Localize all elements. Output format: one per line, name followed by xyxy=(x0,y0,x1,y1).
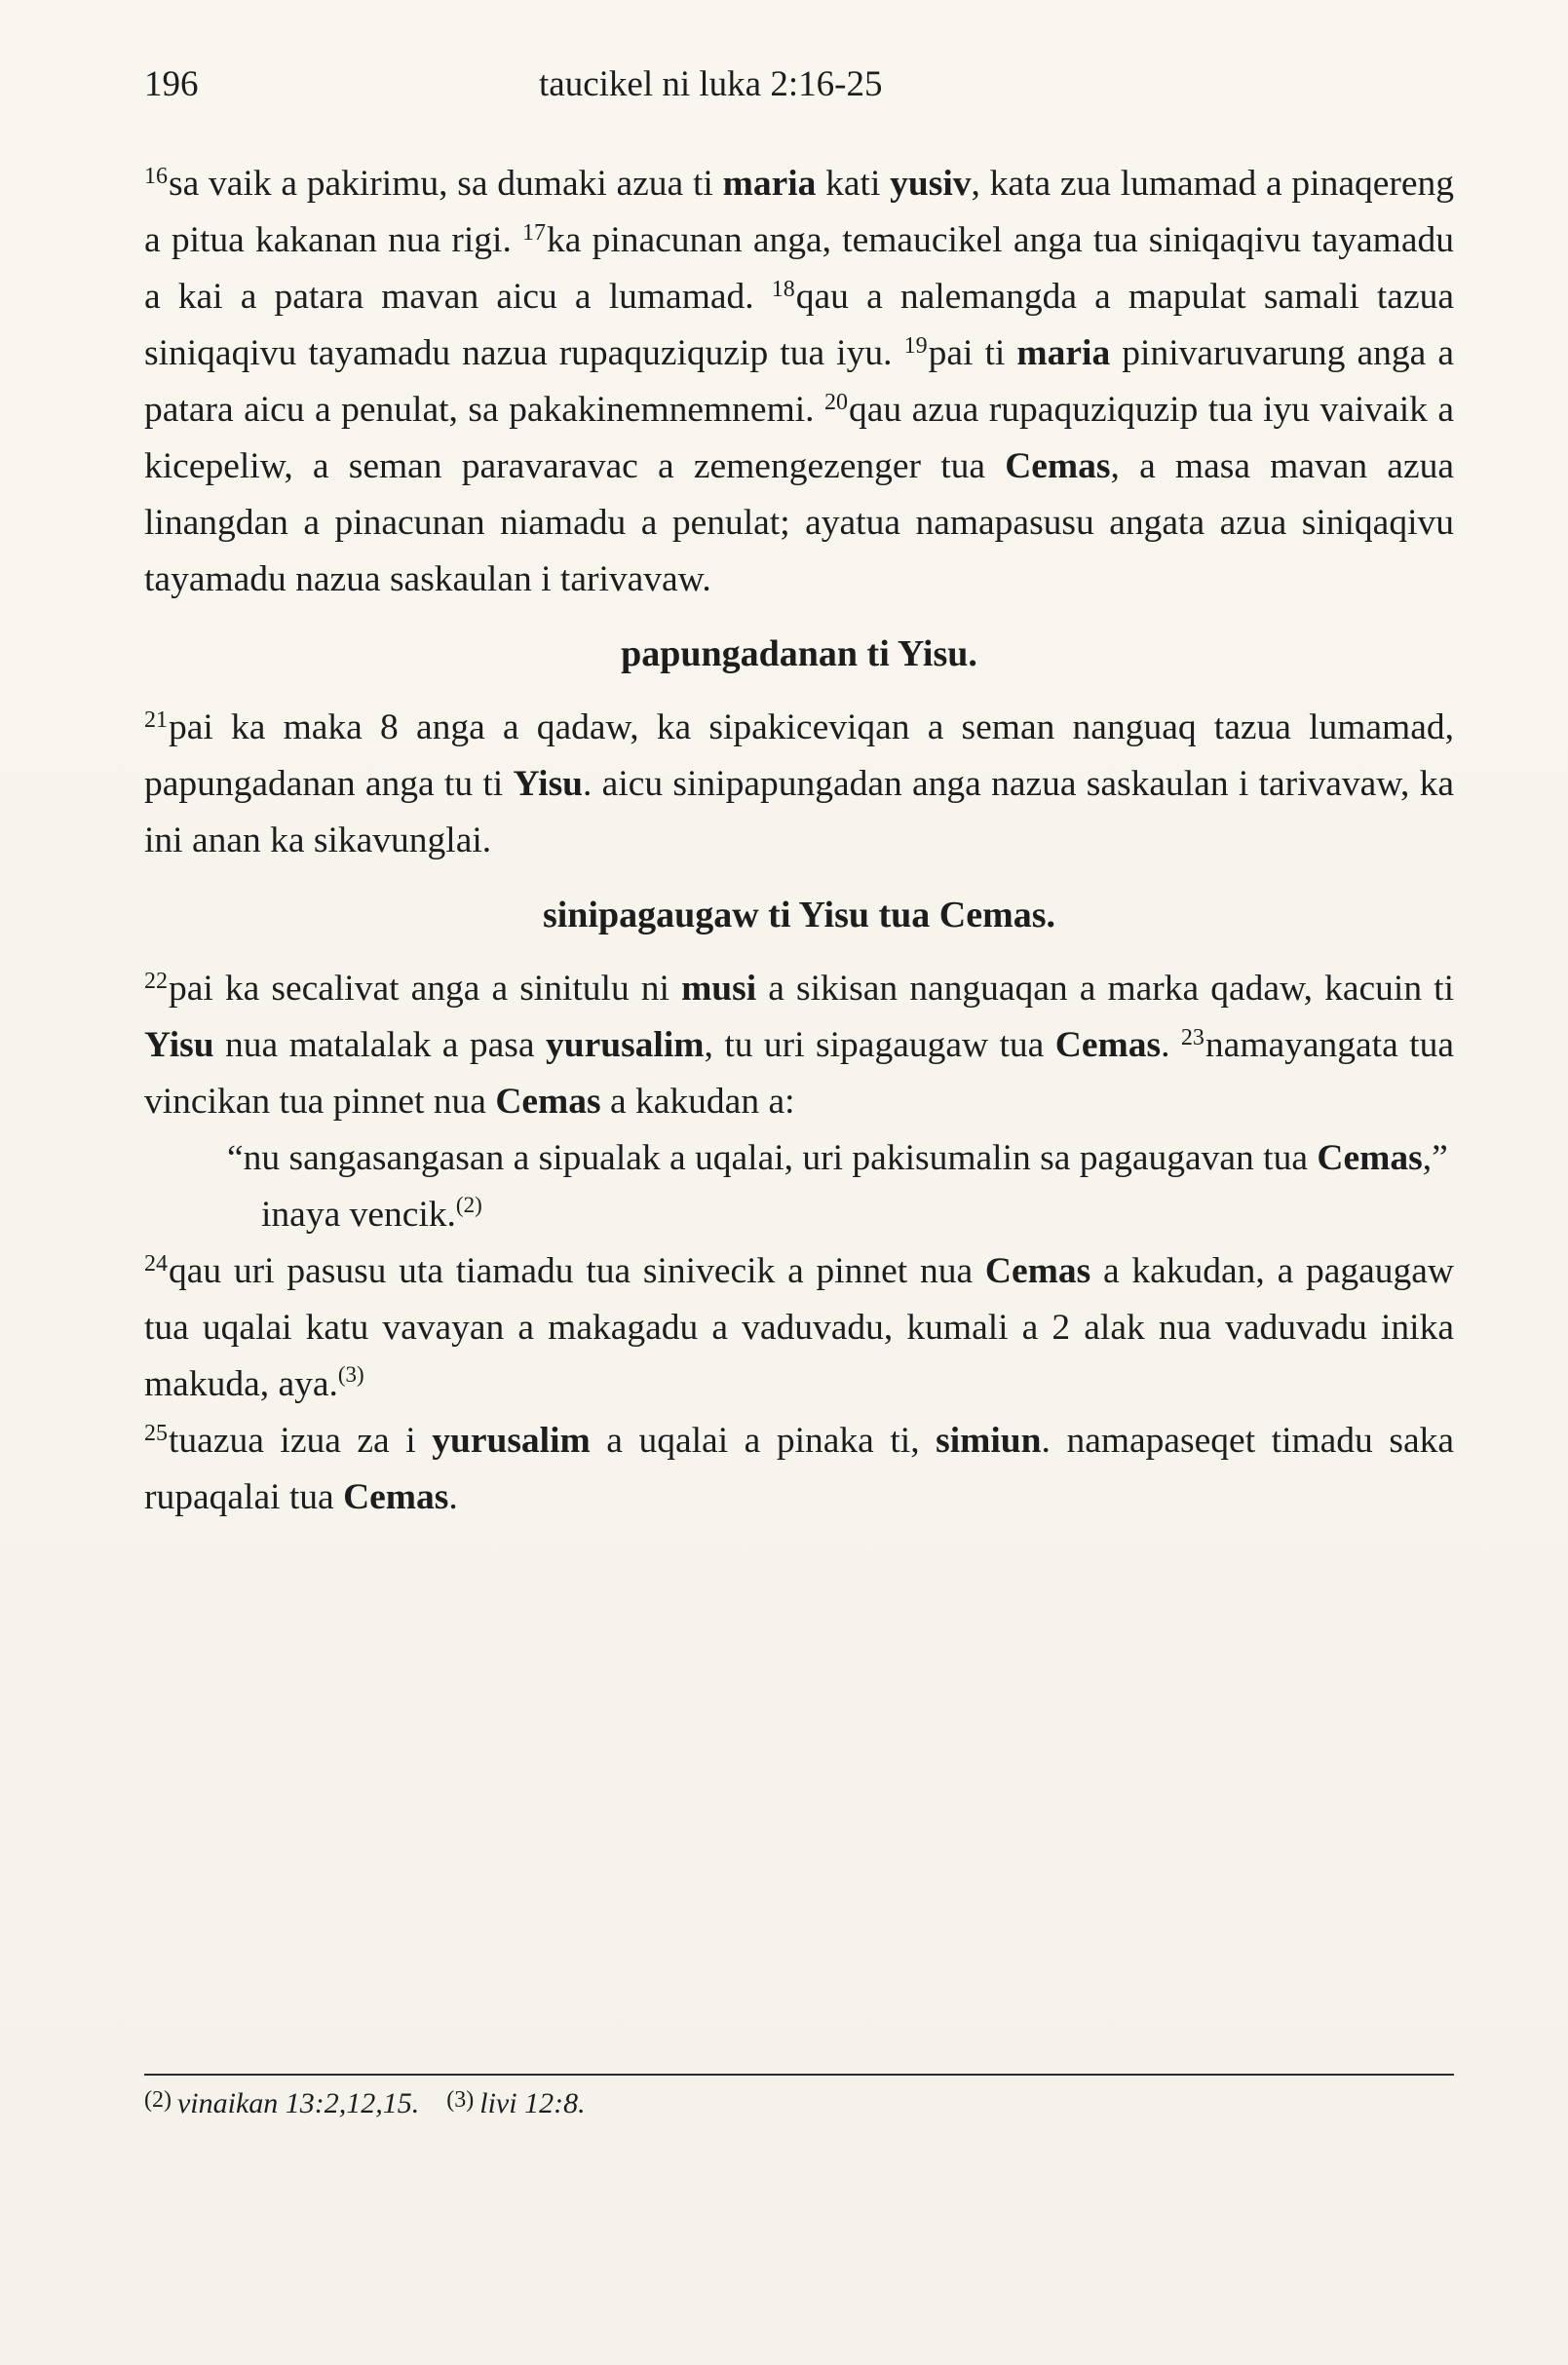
verse-text: , kata zua lumamad a pinaqereng a pitua kakanan nua rigi. xyxy=(144,164,1455,260)
verse-paragraph xyxy=(144,156,1454,608)
verse-number: 22 xyxy=(144,969,168,994)
proper-name: yurusalim xyxy=(432,1421,591,1461)
verse-text: pinivaruvarung anga a patara aicu a penulat, sa pakakinemnemnemi. xyxy=(144,333,1455,430)
proper-name: simiun xyxy=(936,1421,1042,1461)
verse-text: . xyxy=(1161,1025,1181,1065)
proper-name: Cemas xyxy=(495,1082,601,1122)
footnote xyxy=(144,2079,419,2124)
proper-name: Yisu xyxy=(513,764,584,804)
verse-text: a uqalai a pinaka ti, xyxy=(590,1421,937,1461)
running-head xyxy=(144,60,1424,109)
verse-number: 17 xyxy=(522,220,547,246)
proper-name: Cemas xyxy=(984,1251,1091,1291)
footnote xyxy=(446,2079,585,2124)
verse-number: 19 xyxy=(903,333,928,359)
verse-paragraph xyxy=(144,700,1454,869)
proper-name: Yisu xyxy=(144,1025,214,1065)
footnotes xyxy=(144,2074,1454,2124)
verse-number: 16 xyxy=(144,164,168,189)
verse-text: kati xyxy=(816,164,891,204)
verse-text: tuazua izua za i xyxy=(169,1421,433,1461)
proper-name: Cemas xyxy=(343,1477,449,1517)
proper-name: Cemas xyxy=(1005,446,1111,486)
verse-text: ,” inaya vencik. xyxy=(261,1138,1448,1235)
verse-text: a sikisan nanguaqan a marka qadaw, kacuin ti xyxy=(756,969,1454,1009)
scripture-quote xyxy=(144,1130,1454,1243)
verse-text: “nu sangasangasan a sipualak a uqalai, uri pakisumalin sa pagaugavan tua xyxy=(227,1138,1318,1178)
verse-paragraph xyxy=(144,961,1454,1130)
verse-text: qau uri pasusu uta tiamadu tua sinivecik a pinnet nua xyxy=(169,1251,985,1291)
verse-text: nua matalalak a pasa xyxy=(213,1025,546,1065)
verse-number: 20 xyxy=(824,390,849,415)
verse-number: 23 xyxy=(1180,1025,1205,1050)
verse-text: . namapaseqet timadu saka rupaqalai tua xyxy=(144,1421,1454,1517)
footnote-reference: (3) xyxy=(337,1362,364,1387)
verse-text: qau a nalemangda a mapulat samali tazua siniqaqivu tayamadu nazua rupaquziquzip tua iyu. xyxy=(144,277,1454,373)
verse-number: 25 xyxy=(144,1421,168,1446)
verse-text: namayangata tua vincikan tua pinnet nua xyxy=(144,1025,1454,1122)
verse-text: pai ka secalivat anga a sinitulu ni xyxy=(169,969,682,1009)
verse-text: pai ka maka 8 anga a qadaw, ka sipakiceviqan a seman nanguaq tazua lumamad, papungadanan anga tu ti xyxy=(144,707,1454,804)
footnote-text: vinaikan 13:2,12,15. xyxy=(176,2087,420,2119)
running-title: taucikel ni luka 2:16-25 xyxy=(539,64,883,104)
section-heading: sinipagaugaw ti Yisu tua Cemas. xyxy=(542,895,1056,935)
proper-name: Cemas xyxy=(1317,1138,1423,1178)
proper-name: yusiv xyxy=(890,164,972,204)
footnote-mark: (2) xyxy=(144,2087,172,2113)
page-number: 196 xyxy=(144,64,199,104)
footnote-list xyxy=(144,2079,729,2124)
verse-paragraph xyxy=(144,1413,1454,1526)
verse-number: 18 xyxy=(771,277,795,302)
section-heading: papungadanan ti Yisu. xyxy=(621,633,977,674)
verse-text: . xyxy=(448,1477,458,1517)
verse-text: a kakudan a: xyxy=(600,1082,795,1122)
footnote-reference: (2) xyxy=(455,1193,482,1217)
proper-name: musi xyxy=(681,969,757,1009)
verse-text: a kakudan, a pagaugaw tua uqalai katu vavayan a makagadu a vaduvadu, kumali a 2 alak nua vaduvadu inika makuda, aya. xyxy=(144,1251,1454,1404)
proper-name: Cemas xyxy=(1054,1025,1162,1065)
verse-number: 21 xyxy=(144,707,168,733)
proper-name: maria xyxy=(722,164,817,204)
footnote-text: livi 12:8. xyxy=(479,2087,586,2119)
verse-text: , a masa mavan azua linangdan a pinacunan niamadu a penulat; ayatua namapasusu angata azua siniqaqivu tayamadu nazua saskaulan i tarivavaw. xyxy=(144,446,1454,599)
verse-text: , tu uri sipagaugaw tua xyxy=(704,1025,1055,1065)
verse-text: sa vaik a pakirimu, sa dumaki azua ti xyxy=(169,164,723,204)
verse-text: pai ti xyxy=(928,333,1017,373)
footnote-mark: (3) xyxy=(446,2087,475,2113)
verse-paragraph xyxy=(144,1243,1454,1413)
proper-name: maria xyxy=(1016,333,1111,373)
verse-text: . aicu sinipapungadan anga nazua saskaulan i tarivavaw, ka ini anan ka sikavunglai. xyxy=(144,764,1454,860)
verse-number: 24 xyxy=(144,1251,168,1277)
main-text xyxy=(144,156,1454,1526)
proper-name: yurusalim xyxy=(545,1025,705,1065)
verse-text: qau azua rupaquziquzip tua iyu vaivaik a kicepeliw, a seman paravaravac a zemengezenger tua xyxy=(144,390,1454,486)
verse-text: ka pinacunan anga, temaucikel anga tua siniqaqivu tayamadu a kai a patara mavan aicu a lumamad. xyxy=(144,220,1454,317)
